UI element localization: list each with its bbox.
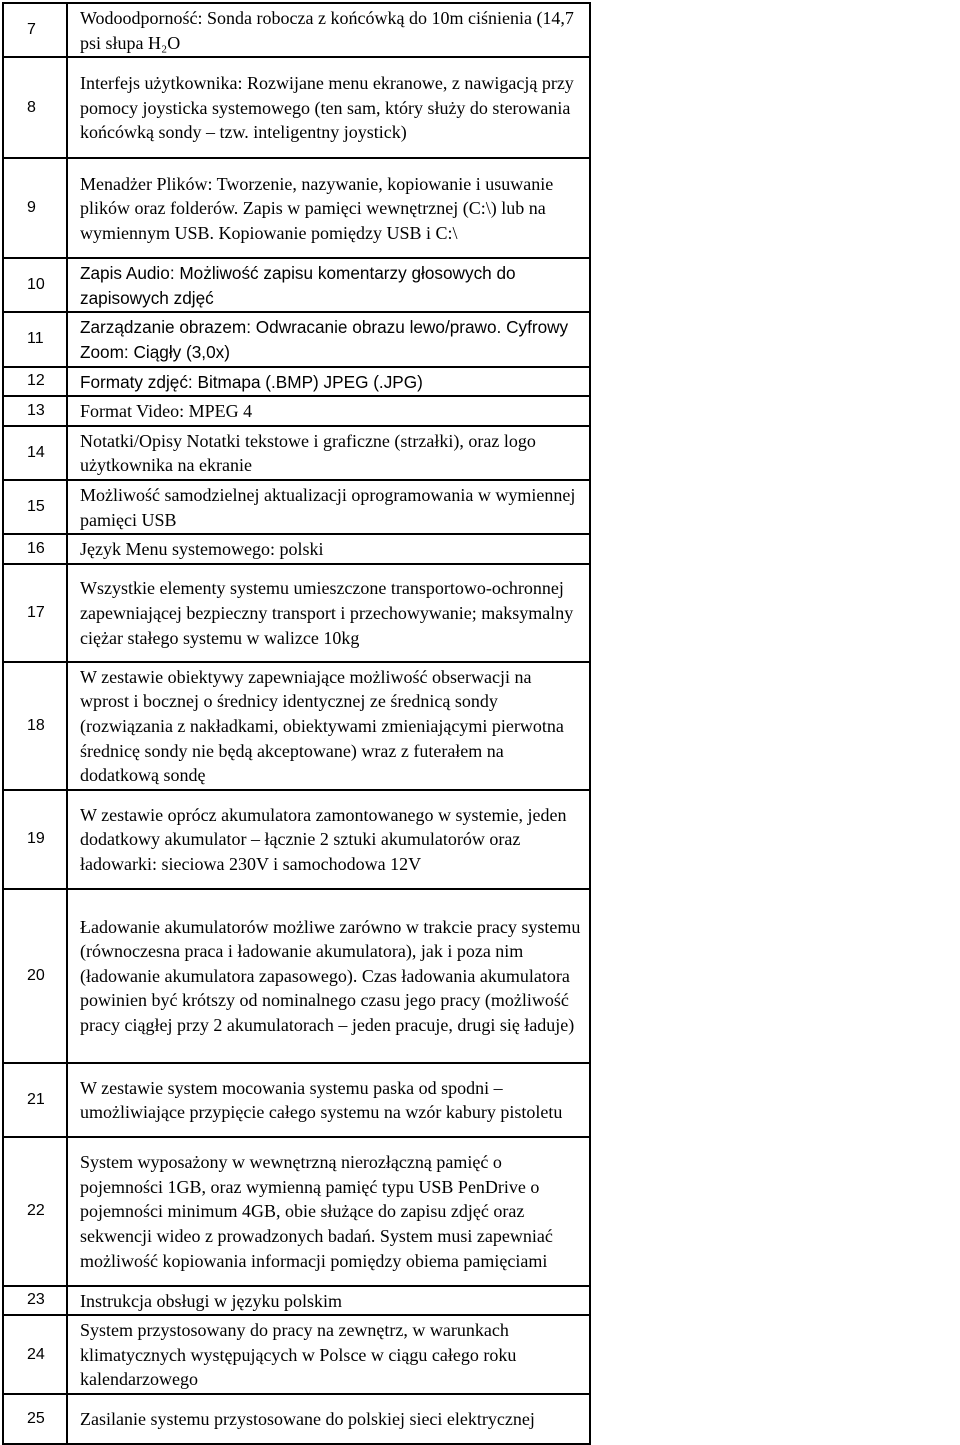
row-description: Możliwość samodzielnej aktualizacji oprogramowania w wymiennej pamięci USB (67, 480, 590, 534)
row-description: W zestawie oprócz akumulatora zamontowanego w systemie, jeden dodatkowy akumulator – łącznie 2 sztuki akumulatorów oraz ładowarki: sieciowa 230V i samochodowa 12V (67, 790, 590, 889)
row-number: 13 (3, 396, 67, 426)
table-row (3, 258, 590, 312)
row-number: 11 (3, 312, 67, 366)
table-row (3, 1394, 590, 1444)
row-number: 20 (3, 889, 67, 1063)
row-number: 9 (3, 158, 67, 258)
table-row (3, 1063, 590, 1137)
row-number: 15 (3, 480, 67, 534)
row-description: Menadżer Plików: Tworzenie, nazywanie, kopiowanie i usuwanie plików oraz folderów. Zapis w pamięci wewnętrznej (C:\) lub na wymiennym USB. Kopiowanie pomiędzy USB i C:\ (67, 158, 590, 258)
table-row (3, 564, 590, 662)
specification-table (2, 2, 591, 1445)
row-number: 25 (3, 1394, 67, 1444)
row-number: 14 (3, 426, 67, 480)
table-row (3, 3, 590, 57)
row-description: Wszystkie elementy systemu umieszczone transportowo-ochronnej zapewniającej bezpieczny transport i przechowywanie; maksymalny ciężar stałego systemu w walizce 10kg (67, 564, 590, 662)
table-row (3, 158, 590, 258)
row-number: 7 (3, 3, 67, 57)
row-number: 10 (3, 258, 67, 312)
row-description: Format Video: MPEG 4 (67, 396, 590, 426)
row-number: 18 (3, 662, 67, 790)
row-number: 24 (3, 1315, 67, 1394)
table-row (3, 367, 590, 397)
table-row (3, 534, 590, 564)
row-number: 23 (3, 1286, 67, 1316)
row-description: Zapis Audio: Możliwość zapisu komentarzy głosowych do zapisowych zdjęć (67, 258, 590, 312)
row-number: 19 (3, 790, 67, 889)
table-row (3, 1137, 590, 1286)
table-row (3, 790, 590, 889)
table-row (3, 57, 590, 158)
table-row (3, 1315, 590, 1394)
row-description: System wyposażony w wewnętrzną nierozłączną pamięć o pojemności 1GB, oraz wymienną pamięć typu USB PenDrive o pojemności minimum 4GB, obie służące do zapisu zdjęć oraz sekwencji wideo z prowadzonych badań. System musi zapewniać możliwość kopiowania informacji pomiędzy obiema pamięciami (67, 1137, 590, 1286)
row-description: Zasilanie systemu przystosowane do polskiej sieci elektrycznej (67, 1394, 590, 1444)
row-description: System przystosowany do pracy na zewnętrz, w warunkach klimatycznych występujących w Polsce w ciągu całego roku kalendarzowego (67, 1315, 590, 1394)
row-description: Instrukcja obsługi w języku polskim (67, 1286, 590, 1316)
row-description: Notatki/Opisy Notatki tekstowe i graficzne (strzałki), oraz logo użytkownika na ekranie (67, 426, 590, 480)
row-description: Ładowanie akumulatorów możliwe zarówno w trakcie pracy systemu (równoczesna praca i ładowanie akumulatora), jak i poza nim (ładowanie akumulatora zapasowego). Czas ładowania akumulatora powinien być krótszy od nominalnego czasu jego pracy (możliwość pracy ciągłej przy 2 akumulatorach – jeden pracuje, drugi się ładuje) (67, 889, 590, 1063)
row-number: 12 (3, 367, 67, 397)
table-row (3, 480, 590, 534)
row-description: Zarządzanie obrazem: Odwracanie obrazu lewo/prawo. Cyfrowy Zoom: Ciągły (3,0x) (67, 312, 590, 366)
row-description: W zestawie system mocowania systemu paska od spodni – umożliwiające przypięcie całego systemu na wzór kabury pistoletu (67, 1063, 590, 1137)
table-row (3, 396, 590, 426)
row-number: 21 (3, 1063, 67, 1137)
row-number: 16 (3, 534, 67, 564)
row-number: 8 (3, 57, 67, 158)
row-number: 22 (3, 1137, 67, 1286)
table-row (3, 312, 590, 366)
row-number: 17 (3, 564, 67, 662)
table-row (3, 889, 590, 1063)
table-row (3, 662, 590, 790)
row-description: W zestawie obiektywy zapewniające możliwość obserwacji na wprost i bocznej o średnicy identycznej ze średnicą sondy (rozwiązania z nakładkami, obiektywami zmieniającymi pierwotna średnicę sondy nie będą akceptowane) wraz z futerałem na dodatkową sondę (67, 662, 590, 790)
row-description: Wodoodporność: Sonda robocza z końcówką do 10m ciśnienia (14,7 psi słupa H₂O (67, 3, 590, 57)
table-row (3, 426, 590, 480)
row-description: Język Menu systemowego: polski (67, 534, 590, 564)
table-row (3, 1286, 590, 1316)
row-description: Formaty zdjęć: Bitmapa (.BMP) JPEG (.JPG) (67, 367, 590, 397)
row-description: Interfejs użytkownika: Rozwijane menu ekranowe, z nawigacją przy pomocy joysticka systemowego (ten sam, który służy do sterowania końcówką sondy – tzw. inteligentny joystick) (67, 57, 590, 158)
